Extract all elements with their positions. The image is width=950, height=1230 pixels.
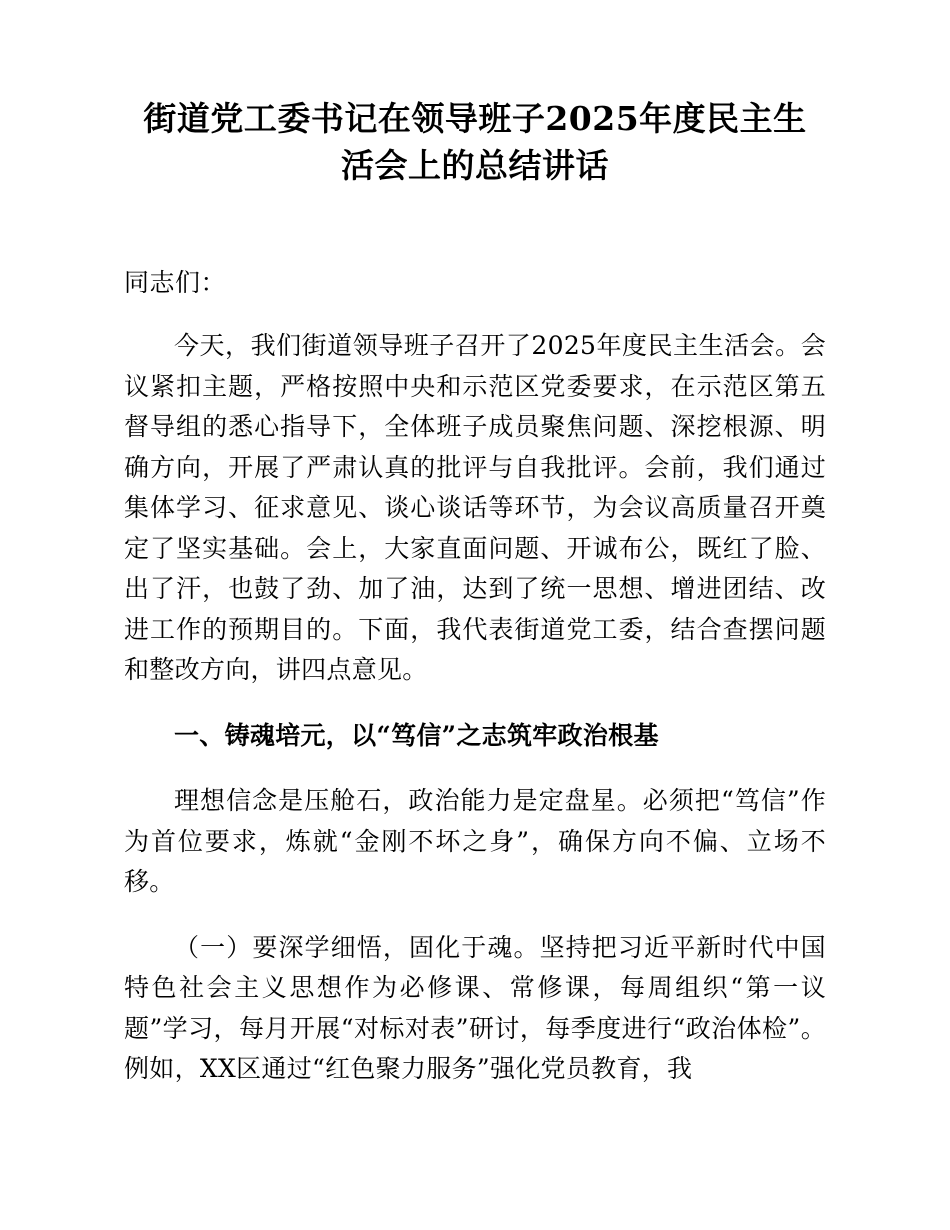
page-title: 街道党工委书记在领导班子2025年度民主生活会上的总结讲话: [143, 99, 807, 185]
section-1-paragraph-1: 理想信念是压舱石，政治能力是定盘星。必须把“笃信”作为首位要求，炼就“金刚不坏之身”，确保方向不偏、立场不移。: [124, 786, 826, 897]
section-1-paragraph-2: （一）要深学细悟，固化于魂。坚持把习近平新时代中国特色社会主义思想作为必修课、常修课，每周组织“第一议题”学习，每月开展“对标对表”研讨，每季度进行“政治体检”。例如，XX区通过“红色聚力服务”强化党员教育，我: [124, 932, 826, 1084]
salutation: 同志们：: [124, 267, 227, 297]
body-paragraph-1: 今天，我们街道领导班子召开了2025年度民主生活会。会议紧扣主题，严格按照中央和示范区党委要求，在示范区第五督导组的悉心指导下，全体班子成员聚焦问题、深挖根源、明确方向，开展了严肃认真的批评与自我批评。会前，我们通过集体学习、征求意见、谈心谈话等环节，为会议高质量召开奠定了坚实基础。会上，大家直面问题、开诚布公，既红了脸、出了汗，也鼓了劲、加了油，达到了统一思想、增进团结、改进工作的预期目的。下面，我代表街道党工委，结合查摆问题和整改方向，讲四点意见。: [124, 331, 826, 685]
section-heading-1: 一、铸魂培元，以“笃信”之志筑牢政治根基: [174, 720, 659, 750]
